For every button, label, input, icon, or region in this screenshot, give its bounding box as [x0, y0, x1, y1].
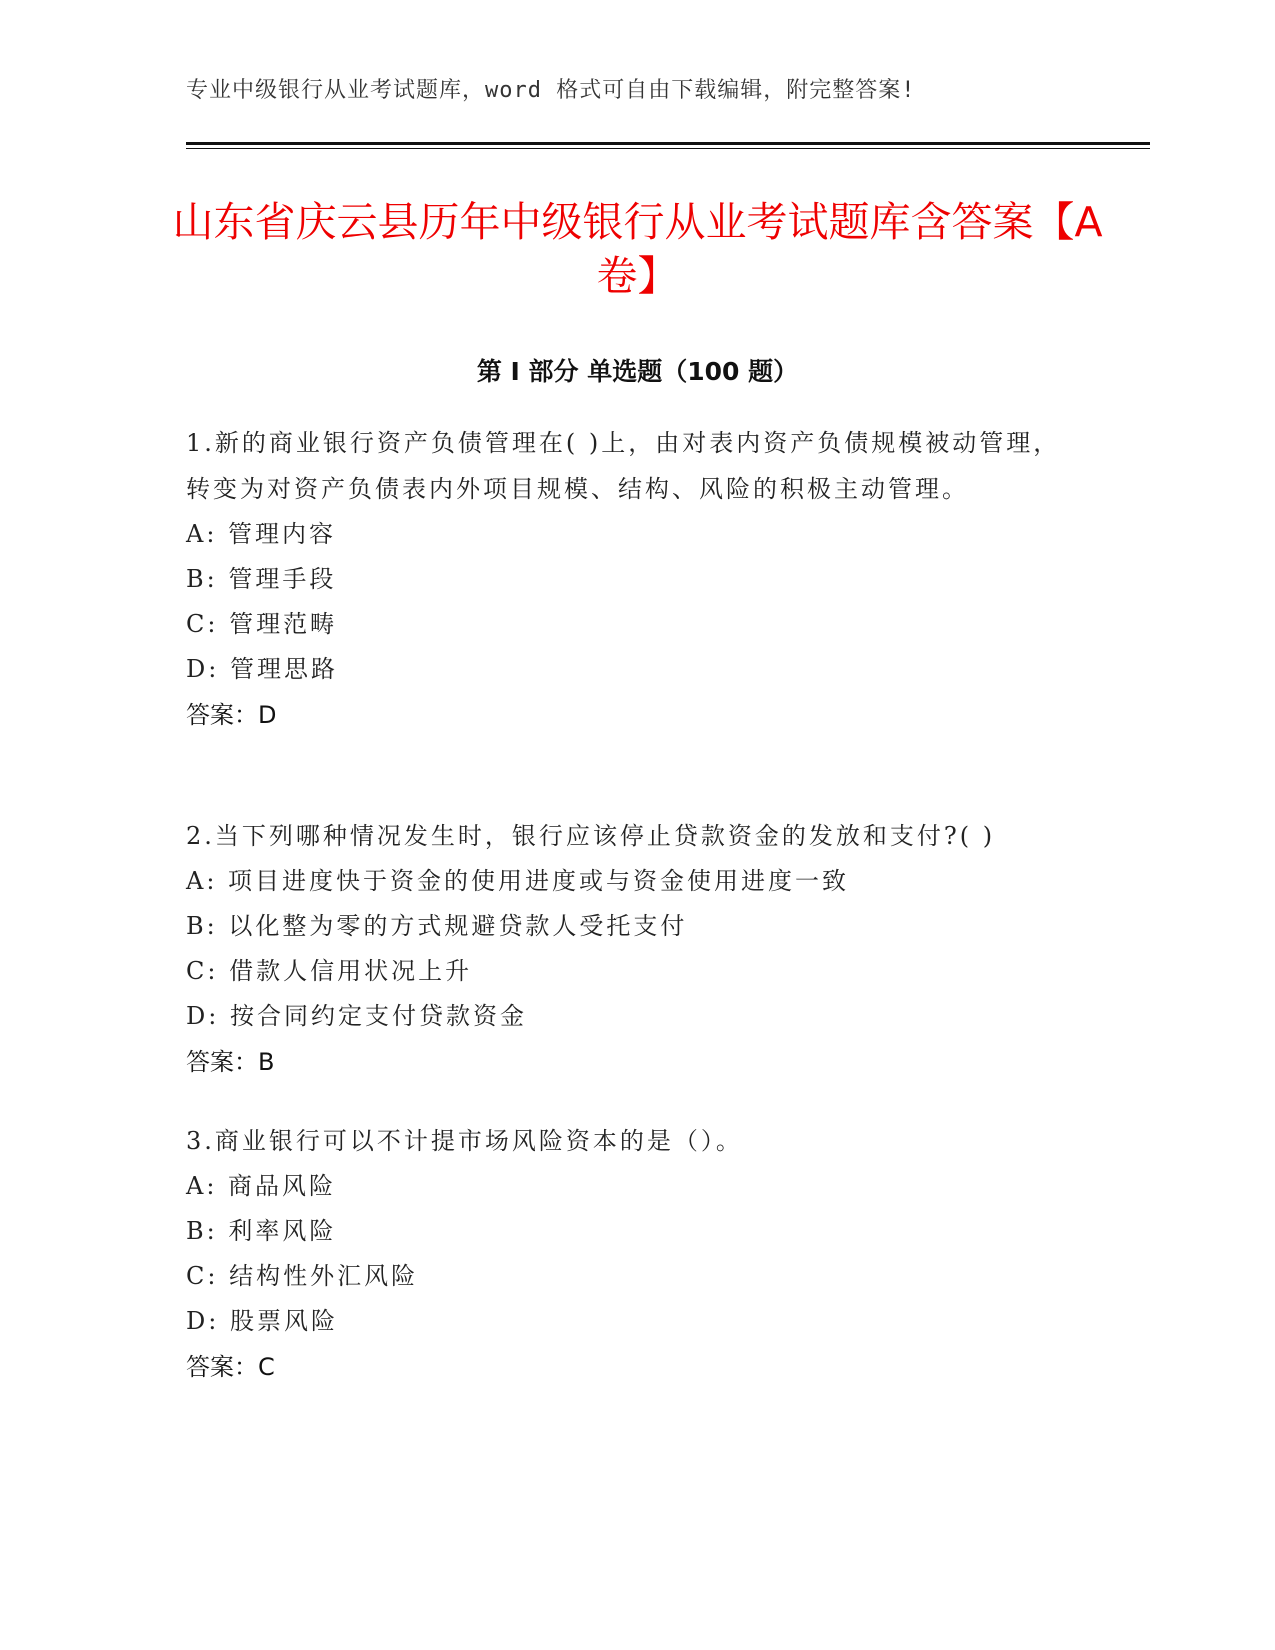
- answer: 答案：D: [186, 701, 277, 729]
- option-c: C: 结构性外汇风险: [186, 1262, 419, 1290]
- option-b: B: 利率风险: [186, 1217, 337, 1245]
- header-divider-thin: [186, 148, 1150, 149]
- question-2: [186, 813, 1066, 1085]
- section-heading: 第 I 部分 单选题（100 题）: [476, 357, 799, 386]
- option-b: B: 以化整为零的方式规避贷款人受托支付: [186, 912, 688, 940]
- answer: 答案：B: [186, 1048, 275, 1076]
- question-stem: 3.商业银行可以不计提市场风险资本的是（）。: [186, 1127, 743, 1155]
- question-stem: 2.当下列哪种情况发生时，银行应该停止贷款资金的发放和支付?( ): [186, 822, 996, 850]
- question-stem: 1.新的商业银行资产负债管理在( )上，由对表内资产负债规模被动管理，转变为对资产负债表内外项目规模、结构、风险的积极主动管理。: [186, 429, 1061, 503]
- option-a: A: 商品风险: [186, 1172, 337, 1200]
- option-c: C: 借款人信用状况上升: [186, 957, 473, 985]
- header-divider-thick: [186, 142, 1150, 145]
- option-b: B: 管理手段: [186, 565, 337, 593]
- answer: 答案：C: [186, 1353, 275, 1381]
- question-3: [186, 1118, 1066, 1390]
- option-a: A: 管理内容: [186, 520, 337, 548]
- header-note: 专业中级银行从业考试题库，word 格式可自由下载编辑，附完整答案!: [186, 78, 916, 103]
- option-d: D: 股票风险: [186, 1307, 338, 1335]
- option-a: A: 项目进度快于资金的使用进度或与资金使用进度一致: [186, 867, 850, 895]
- option-c: C: 管理范畴: [186, 610, 338, 638]
- option-d: D: 按合同约定支付贷款资金: [186, 1002, 527, 1030]
- document-title: 山东省庆云县历年中级银行从业考试题库含答案【A 卷】: [172, 198, 1103, 300]
- option-d: D: 管理思路: [186, 655, 338, 683]
- question-1: [186, 420, 1066, 738]
